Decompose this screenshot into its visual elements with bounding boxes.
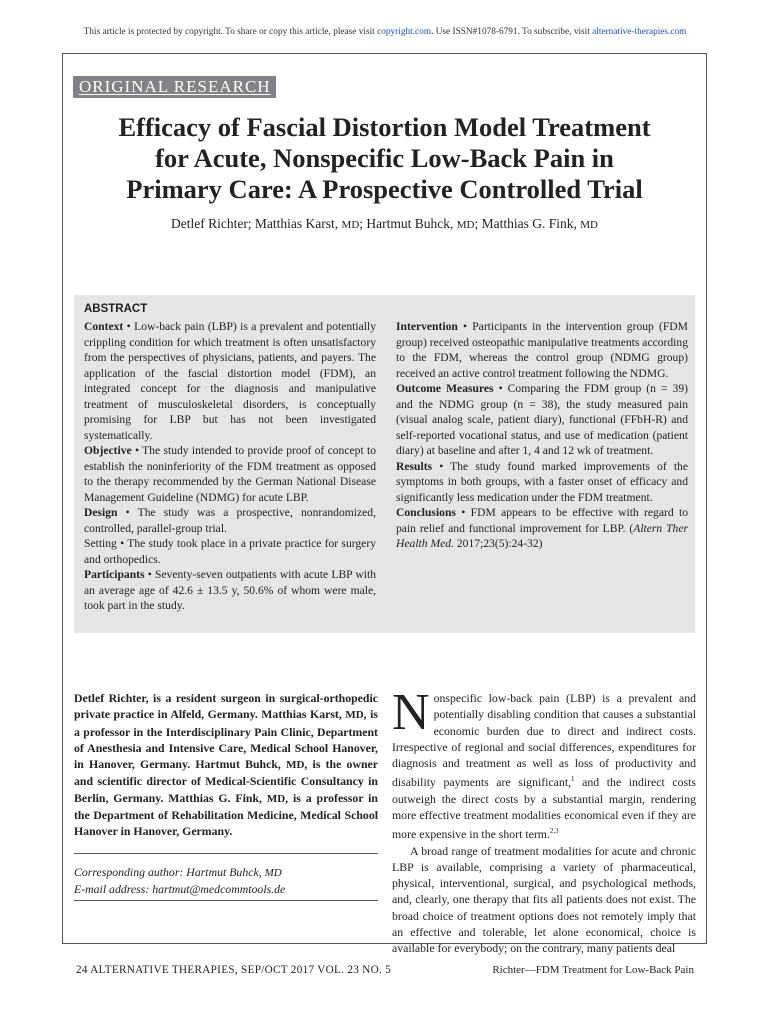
abstract-outcome: Outcome Measures • Comparing the FDM group (n = 39) and the NDMG group (n = 38), the study measured pain (visual analog scale, patient diary), functional (FFbH-R) and self-reported vocational status, and use of medication (patient diary) at baseline and after 1, 4 and 12 wk of treatment. (396, 382, 688, 457)
conclusions-text: FDM appears to be effective with regard to pain relief and functional improvement for LBP. ( (396, 506, 688, 535)
subscribe-link[interactable]: alternative-therapies.com (592, 27, 687, 37)
corresponding-email[interactable]: E-mail address: hartmut@medcommtools.de (74, 882, 286, 896)
setting-label: Setting (84, 537, 117, 550)
design-text: The study was a prospective, nonrandomized, controlled, parallel-group trial. (84, 506, 376, 535)
bio-text-3: , is the owner and scientific director of Medical-Scientific Consultancy in Berlin, Germany. Matthias G. Fink, (74, 757, 378, 805)
abstract-results: Results • The study found marked improvements of the symptoms in both groups, with a faster onset of efficacy and significantly less medication under the FDM treatment. (396, 459, 688, 504)
copyright-notice (62, 27, 708, 37)
title-line-1: Efficacy of Fascial Distortion Model Treatment (118, 112, 651, 142)
participants-text: Seventy-seven outpatients with acute LBP with an average age of 42.6 ± 13.5 y, 50.6% of whom were male, took part in the study. (84, 568, 376, 612)
design-label: Design (84, 506, 118, 519)
context-text: Low-back pain (LBP) is a prevalent and potentially crippling condition for which treatment is often unsatisfactory from the perspectives of physicians, patients, and payers. The application of the fascial distortion model (FDM), an integrated concept for the diagnosis and manipulative treatment of musculoskeletal disorders, is conceptually promising for LBP but has not been investigated systematically. (84, 320, 376, 442)
article-body (392, 684, 696, 957)
abstract-intervention: Intervention • Participants in the intervention group (FDM group) received osteopathic manipulative treatments according to the FDM, whereas the control group (NDMG group) received an active control treatment following the NDMG. (396, 320, 688, 380)
bio-degree-1: MD (345, 709, 364, 722)
body-paragraph-2: A broad range of treatment modalities for acute and chronic LBP is available, comprising a variety of pharmaceutical, physical, interventional, surgical, and psychological methods, and, clearly, one therapy that fits all patients does not exist. The broad choice of treatment options does not remotely imply that an effective and tolerable, let alone economical, choice is available for everybody; on the contrary, many patients deal (392, 843, 696, 956)
abstract-conclusions: Conclusions • FDM appears to be effective with regard to pain relief and functional improvement for LBP. (Altern Ther Health Med. 2017;23(5):24-32) (396, 506, 688, 550)
citation-journal: Altern Ther Health Med. (396, 521, 688, 550)
divider-bottom (74, 900, 378, 901)
body-p1-a: onspecific low-back pain (LBP) is a prevalent and potentially disabling condition that causes a substantial economic burden due to direct and indirect costs. Irrespective of regional and social differences, expenditures for diagnosis and treatment as well as loss of productivity and disability payments are significant, (392, 691, 696, 790)
title-line-2: for Acute, Nonspecific Low-Back Pain in (155, 143, 614, 173)
abstract-heading: ABSTRACT (84, 303, 148, 315)
drop-cap: N (392, 684, 430, 741)
participants-label: Participants (84, 568, 145, 581)
author-degree-3: MD (580, 219, 599, 231)
conclusions-label: Conclusions (396, 506, 456, 519)
copyright-link[interactable]: copyright.com (377, 27, 432, 37)
corresponding-author-degree: MD (264, 867, 282, 879)
body-paragraph-1 (392, 684, 696, 843)
corresponding-author (74, 864, 378, 881)
bio-text-4: , is a professor in the Department of Rehabilitation Medicine, Medical School Hanover in Hanover, Germany. (74, 790, 378, 839)
abstract-right-column (396, 319, 688, 552)
author-text-3: ; Matthias G. Fink, (474, 216, 581, 231)
title-line-3: Primary Care: A Prospective Controlled Trial (126, 174, 643, 204)
author-degree-1: MD (341, 219, 360, 231)
results-label: Results (396, 459, 433, 473)
abstract-box (74, 295, 695, 633)
bio-text-1: Detlef Richter, is a resident surgeon in surgical-orthopedic private practice in Alfeld, Germany. Matthias Karst, (74, 691, 378, 722)
section-label (73, 76, 276, 98)
results-text: The study found marked improvements of the symptoms in both groups, with a faster onset of efficacy and significantly less medication under the FDM treatment. (396, 459, 688, 504)
objective-label: Objective (84, 444, 132, 457)
bio-degree-2: MD (286, 759, 305, 772)
footer-running-title: Richter—FDM Treatment for Low-Back Pain (492, 964, 694, 976)
author-degree-2: MD (456, 219, 475, 231)
author-text-1: Detlef Richter; Matthias Karst, (170, 216, 342, 231)
citation-rest: 2017;23(5):24-32) (453, 537, 543, 550)
corresponding-author-block (74, 864, 378, 897)
notice-text: This article is protected by copyright. To share or copy this article, please visit (83, 27, 378, 37)
divider-top (74, 853, 378, 854)
intervention-text: Participants in the intervention group (FDM group) received osteopathic manipulative treatments according to the FDM, whereas the control group (NDMG group) received an active control treatment following the NDMG. (396, 320, 688, 380)
corresponding-author-name: Corresponding author: Hartmut Buhck, (74, 865, 265, 879)
abstract-setting: Setting • The study took place in a private practice for surgery and orthopedics. (84, 537, 376, 566)
setting-text: The study took place in a private practice for surgery and orthopedics. (84, 537, 376, 566)
abstract-design: Design • The study was a prospective, nonrandomized, controlled, parallel-group trial. (84, 506, 376, 535)
abstract-context: Context • Low-back pain (LBP) is a prevalent and potentially crippling condition for which treatment is often unsatisfactory from the perspectives of physicians, patients, and payers. The application of the fascial distortion model (FDM), an integrated concept for the diagnosis and manipulative treatment of musculoskeletal disorders, is conceptually promising for LBP but has not been investigated systematically. (84, 320, 376, 442)
reference-2: 2,3 (549, 827, 559, 836)
author-bio (74, 690, 378, 840)
section-label-text: ORIGINAL RESEARCH (79, 77, 271, 96)
bio-degree-3: MD (266, 792, 286, 805)
abstract-participants: Participants • Seventy-seven outpatients with acute LBP with an average age of 42.6 ± 13.5 y, 50.6% of whom were male, took part in the study. (84, 568, 376, 612)
body-p1-b: and the indirect costs outweigh the direct costs by a substantial margin, rendering more effective treatment modalities economical even if they are more expensive in the short term. (392, 775, 696, 842)
author-text-2: ; Hartmut Buhck, (359, 216, 457, 231)
footer-journal: 24 ALTERNATIVE THERAPIES, SEP/OCT 2017 VOL. 23 NO. 5 (76, 964, 392, 976)
article-title (62, 112, 707, 205)
notice-text-middle: . Use ISSN#1078-6791. To subscribe, visit (431, 27, 593, 37)
intervention-label: Intervention (396, 320, 458, 333)
outcome-text: Comparing the FDM group (n = 39) and the NDMG group (n = 38), the study measured pain (visual analog scale, patient diary), functional (FFbH-R) and self-reported vocational status, and use of medication (patient diary) at baseline and after 1, 4 and 12 wk of treatment. (396, 382, 688, 457)
context-label: Context (84, 320, 124, 333)
author-list (62, 216, 707, 232)
bio-text-2: , is a professor in the Interdisciplinary Pain Clinic, Department of Anesthesia and Intensive Care, Medical School Hanover, in Hanover, Germany. Hartmut Buhck, (74, 707, 378, 772)
objective-text: The study intended to provide proof of concept to establish the noninferiority of the FDM treatment as opposed to the therapy recommended by the German National Disease Management Guideline (NDMG) for acute LBP. (84, 444, 376, 504)
reference-1: 1 (571, 775, 575, 784)
outcome-label: Outcome Measures (396, 382, 494, 395)
abstract-left-column (84, 319, 376, 614)
abstract-objective: Objective • The study intended to provide proof of concept to establish the noninferiority of the FDM treatment as opposed to the therapy recommended by the German National Disease Management Guideline (NDMG) for acute LBP. (84, 444, 376, 504)
